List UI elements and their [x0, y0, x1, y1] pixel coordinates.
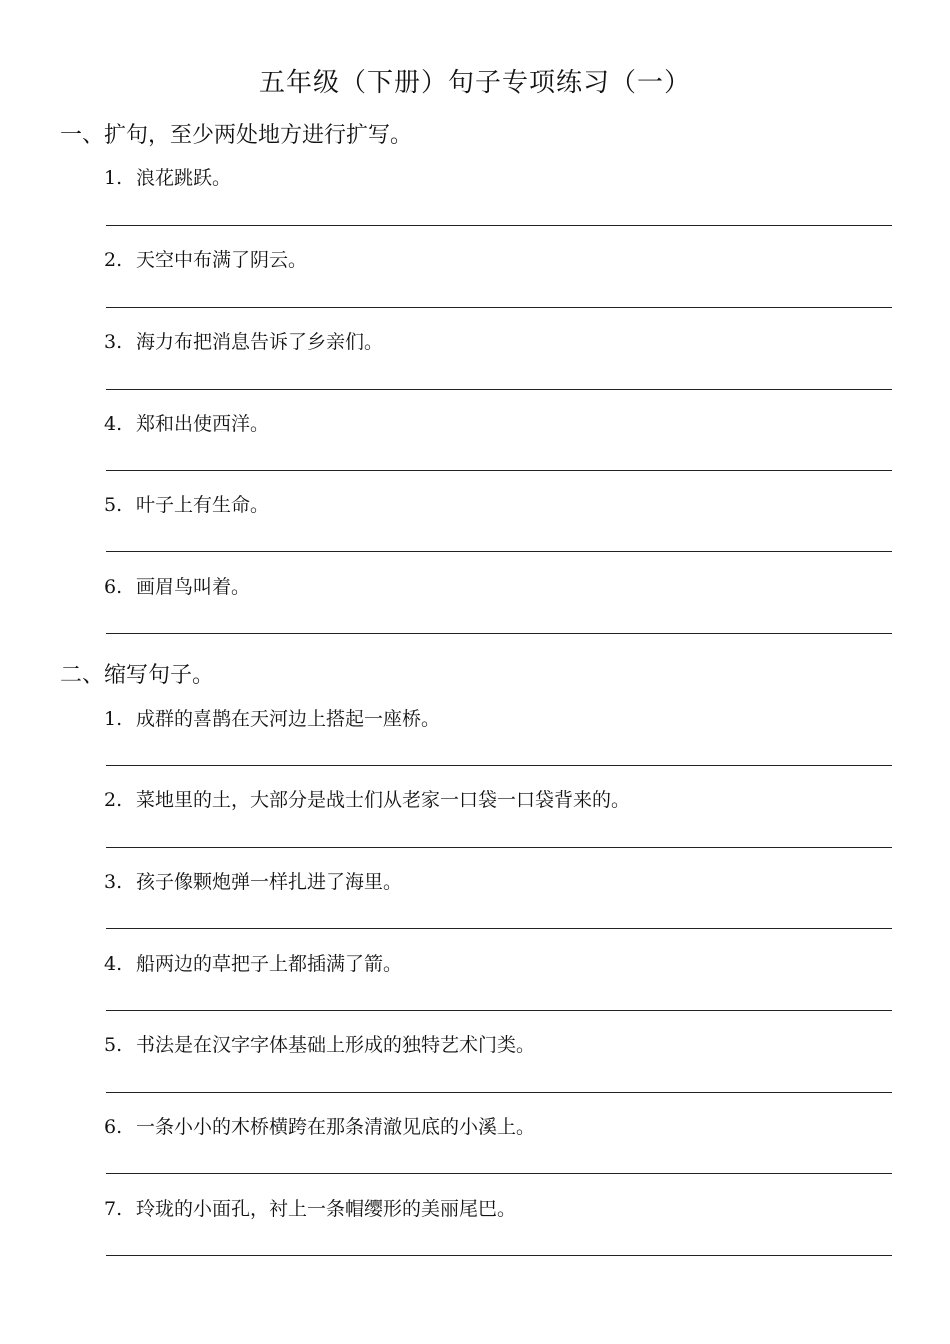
section-2-item-4 — [104, 949, 402, 976]
section-2-heading: 二、缩写句子。 — [60, 663, 215, 688]
item-number: 4. — [104, 953, 123, 975]
section-2-item-2 — [104, 785, 630, 812]
answer-line[interactable] — [106, 1255, 892, 1256]
section-1-item-4 — [104, 409, 269, 436]
item-sentence: 浪花跳跃。 — [136, 167, 232, 189]
item-sentence: 书法是在汉字字体基础上形成的独特艺术门类。 — [136, 1034, 536, 1056]
item-number: 1. — [104, 167, 123, 189]
item-number: 6. — [104, 1116, 123, 1138]
section-2-item-7 — [104, 1194, 516, 1221]
section-2-item-1 — [104, 704, 440, 731]
item-number: 3. — [104, 331, 123, 353]
item-number: 6. — [104, 576, 123, 598]
answer-line[interactable] — [106, 633, 892, 634]
section-2-item-6 — [104, 1112, 535, 1139]
answer-line[interactable] — [106, 928, 892, 929]
answer-line[interactable] — [106, 551, 892, 552]
answer-line[interactable] — [106, 1092, 892, 1093]
item-sentence: 天空中布满了阴云。 — [136, 249, 308, 271]
item-sentence: 玲珑的小面孔，衬上一条帽缨形的美丽尾巴。 — [136, 1198, 517, 1220]
page-title: 五年级（下册）句子专项练习（一） — [258, 68, 691, 98]
item-number: 5. — [104, 494, 123, 516]
item-sentence: 一条小小的木桥横跨在那条清澈见底的小溪上。 — [136, 1116, 536, 1138]
section-1-item-2 — [104, 245, 307, 272]
item-number: 7. — [104, 1198, 123, 1220]
section-1-heading: 一、扩句，至少两处地方进行扩写。 — [60, 123, 413, 148]
item-sentence: 成群的喜鹊在天河边上搭起一座桥。 — [136, 708, 441, 730]
answer-line[interactable] — [106, 847, 892, 848]
answer-line[interactable] — [106, 307, 892, 308]
answer-line[interactable] — [106, 225, 892, 226]
section-2-item-3 — [104, 867, 402, 894]
item-sentence: 菜地里的土，大部分是战士们从老家一口袋一口袋背来的。 — [136, 789, 631, 811]
item-number: 2. — [104, 249, 123, 271]
section-1-item-1 — [104, 163, 231, 190]
section-1-item-5 — [104, 490, 269, 517]
item-number: 5. — [104, 1034, 123, 1056]
item-sentence: 海力布把消息告诉了乡亲们。 — [136, 331, 384, 353]
item-number: 3. — [104, 871, 123, 893]
section-1-item-3 — [104, 327, 383, 354]
answer-line[interactable] — [106, 389, 892, 390]
section-1-item-6 — [104, 572, 250, 599]
item-sentence: 郑和出使西洋。 — [136, 413, 270, 435]
answer-line[interactable] — [106, 470, 892, 471]
item-number: 1. — [104, 708, 123, 730]
item-number: 4. — [104, 413, 123, 435]
item-sentence: 孩子像颗炮弹一样扎进了海里。 — [136, 871, 403, 893]
answer-line[interactable] — [106, 1010, 892, 1011]
item-sentence: 叶子上有生命。 — [136, 494, 270, 516]
answer-line[interactable] — [106, 1173, 892, 1174]
answer-line[interactable] — [106, 765, 892, 766]
item-sentence: 画眉鸟叫着。 — [136, 576, 251, 598]
section-2-item-5 — [104, 1030, 535, 1057]
item-number: 2. — [104, 789, 123, 811]
item-sentence: 船两边的草把子上都插满了箭。 — [136, 953, 403, 975]
